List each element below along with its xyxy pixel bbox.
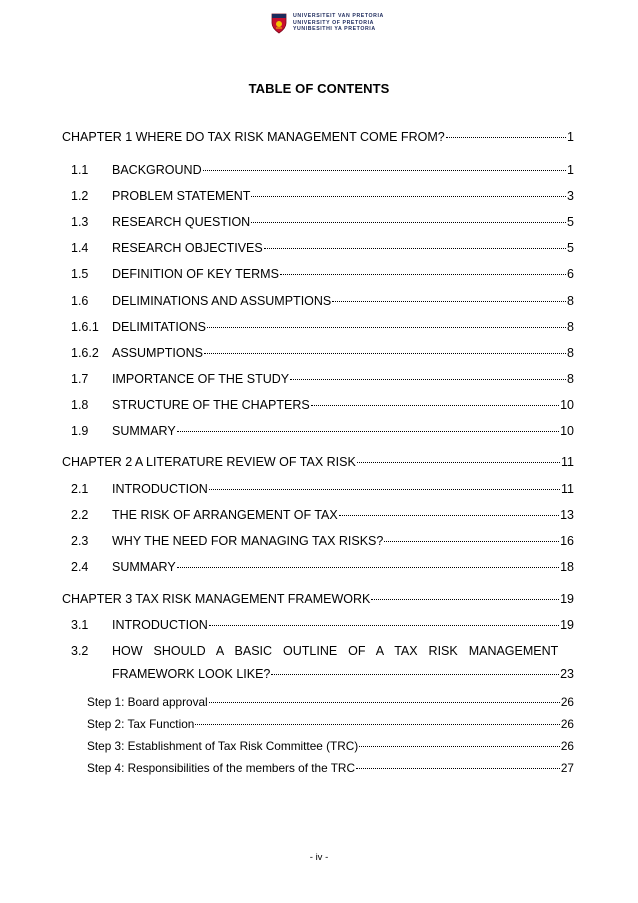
toc-entry-text: CHAPTER 2 A LITERATURE REVIEW OF TAX RISK bbox=[62, 455, 356, 469]
toc-page-number: 10 bbox=[560, 398, 574, 412]
dot-leader bbox=[209, 489, 560, 490]
toc-chapter-2[interactable] bbox=[62, 455, 574, 471]
toc-entry-text: WHY THE NEED FOR MANAGING TAX RISKS? bbox=[112, 534, 384, 548]
toc-page-number: 8 bbox=[567, 294, 574, 308]
toc-page-number: 27 bbox=[560, 761, 574, 775]
dot-leader bbox=[177, 431, 559, 432]
toc-section-number: 1.8 bbox=[71, 398, 89, 412]
toc-page-number: 8 bbox=[567, 372, 574, 386]
dot-leader bbox=[290, 379, 566, 380]
toc-entry-text: INTRODUCTION bbox=[112, 618, 208, 632]
toc-section-number: 1.6 bbox=[71, 294, 89, 308]
dot-leader bbox=[264, 248, 566, 249]
toc-page-number: 16 bbox=[560, 534, 574, 548]
toc-section-number: 1.6.1 bbox=[71, 320, 99, 334]
dot-leader bbox=[356, 768, 560, 769]
toc-entry-3-2-continued[interactable] bbox=[62, 667, 574, 683]
toc-entry-text: BACKGROUND bbox=[112, 163, 202, 177]
toc-entry-2-2[interactable] bbox=[62, 508, 574, 524]
toc-page-number: 26 bbox=[560, 717, 574, 731]
toc-section-number: 1.4 bbox=[71, 241, 89, 255]
toc-entry-text: DEFINITION OF KEY TERMS bbox=[112, 267, 279, 281]
toc-entry-1-4[interactable] bbox=[62, 241, 574, 257]
toc-page-number: 6 bbox=[567, 267, 574, 281]
dot-leader bbox=[311, 405, 559, 406]
dot-leader bbox=[203, 170, 566, 171]
toc-entry-text: DELIMINATIONS AND ASSUMPTIONS bbox=[112, 294, 332, 308]
toc-entry-text: PROBLEM STATEMENT bbox=[112, 189, 251, 203]
toc-page-number: 13 bbox=[560, 508, 574, 522]
dot-leader bbox=[339, 515, 559, 516]
toc-section-number: 1.6.2 bbox=[71, 346, 99, 360]
dot-leader bbox=[280, 274, 566, 275]
toc-entry-text: Step 1: Board approval bbox=[87, 695, 208, 709]
toc-entry-1-2[interactable] bbox=[62, 189, 574, 205]
dot-leader bbox=[371, 599, 559, 600]
toc-entry-text: IMPORTANCE OF THE STUDY bbox=[112, 372, 290, 386]
toc-entry-text: RESEARCH QUESTION bbox=[112, 215, 251, 229]
toc-section-number: 2.2 bbox=[71, 508, 89, 522]
toc-page-number: 10 bbox=[560, 424, 574, 438]
dot-leader bbox=[271, 674, 559, 675]
dot-leader bbox=[195, 724, 560, 725]
toc-entry-3-1[interactable] bbox=[62, 618, 574, 634]
dot-leader bbox=[204, 353, 566, 354]
toc-entry-2-1[interactable] bbox=[62, 482, 574, 498]
university-name-text bbox=[293, 13, 384, 32]
toc-entry-1-8[interactable] bbox=[62, 398, 574, 414]
dot-leader bbox=[332, 301, 566, 302]
university-logo bbox=[270, 10, 384, 36]
toc-entry-1-6-1[interactable] bbox=[62, 320, 574, 336]
toc-section-number: 1.1 bbox=[71, 163, 89, 177]
toc-entry-text: Step 2: Tax Function bbox=[87, 717, 195, 731]
toc-page-number: 8 bbox=[567, 346, 574, 360]
dot-leader bbox=[209, 625, 559, 626]
dot-leader bbox=[357, 462, 560, 463]
toc-section-number: 3.2 bbox=[71, 644, 89, 658]
toc-page-number: 19 bbox=[560, 618, 574, 632]
toc-step-1[interactable] bbox=[62, 695, 574, 711]
toc-page-number: 1 bbox=[567, 130, 574, 144]
toc-entry-text: RESEARCH OBJECTIVES bbox=[112, 241, 263, 255]
toc-entry-text: Step 4: Responsibilities of the members of the TRC bbox=[87, 761, 355, 775]
toc-page-number: 26 bbox=[560, 695, 574, 709]
toc-page-number: 5 bbox=[567, 215, 574, 229]
toc-entry-1-9[interactable] bbox=[62, 424, 574, 440]
toc-section-number: 1.7 bbox=[71, 372, 89, 386]
toc-entry-text: INTRODUCTION bbox=[112, 482, 208, 496]
toc-page-number: 1 bbox=[567, 163, 574, 177]
toc-entry-text: SUMMARY bbox=[112, 560, 176, 574]
toc-step-3[interactable] bbox=[62, 739, 574, 755]
toc-step-2[interactable] bbox=[62, 717, 574, 733]
toc-page-number: 5 bbox=[567, 241, 574, 255]
logo-line-1: UNIVERSITEIT VAN PRETORIA bbox=[293, 13, 384, 20]
toc-entry-1-3[interactable] bbox=[62, 215, 574, 231]
dot-leader bbox=[209, 702, 560, 703]
toc-entry-text: ASSUMPTIONS bbox=[112, 346, 203, 360]
toc-entry-text: CHAPTER 3 TAX RISK MANAGEMENT FRAMEWORK bbox=[62, 592, 371, 606]
toc-page-number: 23 bbox=[560, 667, 574, 681]
toc-entry-1-6-2[interactable] bbox=[62, 346, 574, 362]
dot-leader bbox=[251, 222, 566, 223]
toc-section-number: 2.1 bbox=[71, 482, 89, 496]
dot-leader bbox=[251, 196, 566, 197]
toc-entry-1-5[interactable] bbox=[62, 267, 574, 283]
toc-entry-2-4[interactable] bbox=[62, 560, 574, 576]
toc-entry-text-line-1: HOW SHOULD A BASIC OUTLINE OF A TAX RISK MANAGEMENT bbox=[112, 644, 559, 658]
dot-leader bbox=[446, 137, 566, 138]
toc-entry-text-line-2: FRAMEWORK LOOK LIKE? bbox=[112, 667, 271, 681]
toc-section-number: 1.9 bbox=[71, 424, 89, 438]
page-footer-number: - iv - bbox=[309, 852, 329, 863]
university-crest-icon bbox=[270, 12, 288, 34]
toc-entry-text: Step 3: Establishment of Tax Risk Committee (TRC) bbox=[87, 739, 359, 753]
toc-entry-1-6[interactable] bbox=[62, 294, 574, 310]
toc-section-number: 2.3 bbox=[71, 534, 89, 548]
toc-entry-text: CHAPTER 1 WHERE DO TAX RISK MANAGEMENT COME FROM? bbox=[62, 130, 445, 144]
dot-leader bbox=[384, 541, 559, 542]
toc-entry-3-2[interactable] bbox=[62, 644, 574, 660]
toc-entry-text: DELIMITATIONS bbox=[112, 320, 206, 334]
toc-chapter-1[interactable] bbox=[62, 130, 574, 146]
toc-entry-1-7[interactable] bbox=[62, 372, 574, 388]
toc-section-number: 1.5 bbox=[71, 267, 89, 281]
toc-entry-1-1[interactable] bbox=[62, 163, 574, 179]
toc-page-number: 26 bbox=[560, 739, 574, 753]
toc-section-number: 2.4 bbox=[71, 560, 89, 574]
toc-section-number: 3.1 bbox=[71, 618, 89, 632]
toc-entry-text: STRUCTURE OF THE CHAPTERS bbox=[112, 398, 310, 412]
toc-page-number: 8 bbox=[567, 320, 574, 334]
dot-leader bbox=[207, 327, 566, 328]
toc-section-number: 1.2 bbox=[71, 189, 89, 203]
logo-line-2: UNIVERSITY OF PRETORIA bbox=[293, 19, 375, 26]
toc-section-number: 1.3 bbox=[71, 215, 89, 229]
toc-step-4[interactable] bbox=[62, 761, 574, 777]
toc-entry-2-3[interactable] bbox=[62, 534, 574, 550]
dot-leader bbox=[177, 567, 559, 568]
toc-page-number: 19 bbox=[560, 592, 574, 606]
toc-page-number: 11 bbox=[561, 455, 574, 469]
toc-page-number: 18 bbox=[560, 560, 574, 574]
toc-entry-text: THE RISK OF ARRANGEMENT OF TAX bbox=[112, 508, 338, 522]
toc-entry-text: SUMMARY bbox=[112, 424, 176, 438]
toc-chapter-3[interactable] bbox=[62, 592, 574, 608]
dot-leader bbox=[359, 746, 560, 747]
logo-line-3: YUNIBESITHI YA PRETORIA bbox=[293, 26, 376, 33]
page-title: TABLE OF CONTENTS bbox=[248, 81, 390, 96]
toc-page-number: 3 bbox=[567, 189, 574, 203]
toc-page-number: 11 bbox=[561, 482, 574, 496]
